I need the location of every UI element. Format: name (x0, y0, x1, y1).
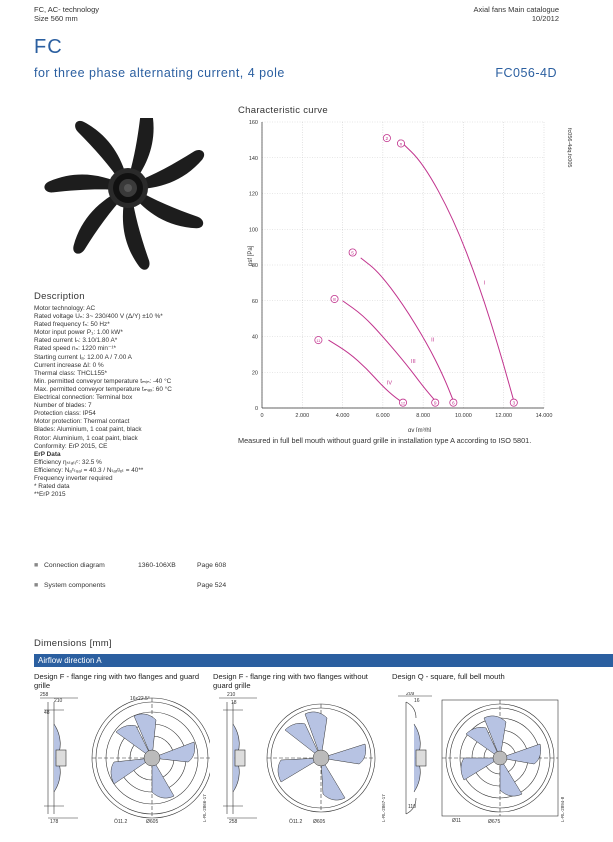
link-label: System components (44, 582, 106, 589)
description-line: Frequency inverter required (34, 474, 113, 482)
curve-marker-label: 11 (316, 338, 321, 343)
description-line: Motor input power P₁: 1.00 kW* (34, 329, 123, 337)
description-line: Rated voltage Uₙ: 3~ 230/400 V (Δ/Y) ±10 %* (34, 313, 163, 321)
arrow-icon: ■ (34, 582, 39, 589)
description-title: Description (34, 291, 85, 302)
dim-label: 210 (227, 692, 236, 698)
description-line: Thermal class: THCL155* (34, 369, 108, 377)
curve-marker-label: 3 (512, 401, 516, 407)
y-tick-label: 0 (254, 406, 258, 412)
dimensions-title: Dimensions [mm] (34, 638, 112, 649)
x-tick-label: 14.000 (535, 413, 553, 419)
description-line: Min. permitted conveyor temperature tₘᵢₙ: -40 °C (34, 377, 172, 385)
curve-marker-label: n (399, 142, 403, 148)
drawing-code: L-RL-2866-17 (202, 794, 207, 822)
link-code: 1360-106XB (138, 562, 176, 569)
description-line: Rotor: Aluminium, 1 coat paint, black (34, 434, 138, 442)
description-line: Conformity: ErP 2015, CE (34, 442, 108, 450)
dim-label: Ö11.2 (114, 819, 128, 825)
arrow-icon: ■ (34, 562, 39, 569)
description-line: Max. permitted conveyor temperature tₘₐₓ: 60 °C (34, 385, 172, 393)
dim-label: 178 (50, 819, 59, 825)
connection-diagram-link[interactable] (34, 562, 234, 569)
design-q-drawing (392, 692, 568, 827)
dim-label: Ø11 (452, 818, 462, 824)
description-list (34, 305, 172, 499)
dim-label: Ø605 (313, 819, 326, 825)
page-title: FC (34, 36, 63, 58)
description-line: Blades: Aluminium, 1 coat paint, black (34, 426, 142, 434)
dim-label: 210 (54, 698, 63, 704)
x-tick-label: 4.000 (335, 413, 350, 419)
y-tick-label: 80 (251, 263, 258, 269)
y-tick-label: 100 (248, 227, 258, 234)
y-tick-label: 120 (248, 191, 258, 198)
series-label-I: I (483, 280, 486, 287)
header-left (34, 5, 99, 23)
y-tick-label: 20 (251, 370, 258, 377)
dim-label: Ö11.2 (289, 819, 303, 825)
chart-xlabel: qv [m³/h] (408, 428, 432, 432)
y-tick-label: 40 (251, 334, 258, 341)
description-line: Rated current Iₙ: 3.10/1.80 A* (34, 337, 118, 345)
dim-label: Ø605 (146, 819, 159, 825)
dim-label: 209 (406, 692, 415, 697)
characteristic-curve-chart (236, 116, 576, 432)
description-line: Rated speed nₙ: 1220 min⁻¹* (34, 345, 116, 353)
header-tech: FC, AC- technology (34, 5, 100, 14)
page-subtitle: for three phase alternating current, 4 pole (34, 66, 285, 80)
header-right (474, 5, 559, 23)
drawing-code: L-RL-2867-17 (381, 794, 386, 822)
curve-marker-label: 6 (452, 401, 455, 407)
x-tick-label: 0 (260, 413, 264, 419)
chart-note: Measured in full bell mouth without guard grille in installation type A according to ISO 5801. (238, 436, 532, 445)
description-line: **ErP 2015 (34, 491, 66, 499)
description-line: Electrical connection: Terminal box (34, 394, 133, 402)
x-tick-label: 10.000 (455, 413, 472, 419)
description-line: Efficiency ηₛₜₐₜᵢᶜ: 32.5 % (34, 458, 102, 466)
x-tick-label: 6.000 (375, 413, 390, 419)
curve-marker-label: 12 (400, 401, 406, 406)
dim-label: Ø675 (488, 819, 501, 825)
curve-marker-label: 9 (433, 401, 437, 407)
y-tick-label: 160 (248, 120, 258, 126)
dim-label: 48 (44, 710, 50, 716)
description-line: Current increase ΔI: 0 % (34, 361, 104, 369)
series-label-II: II (431, 337, 435, 344)
description-line: Starting current Iₐ: 12.00 A / 7.00 A (34, 353, 132, 361)
x-tick-label: 12.000 (495, 413, 513, 419)
design-f-drawing (213, 692, 389, 827)
curve-marker-label: 5 (351, 251, 354, 257)
description-line: Number of blades: 7 (34, 402, 92, 410)
design-q-title: Design Q - square, full bell mouth (392, 672, 505, 681)
drawing-code: L-RL-2894-8 (560, 796, 565, 822)
description-line: Motor technology: AC (34, 305, 96, 312)
system-components-link[interactable] (34, 582, 234, 589)
dim-label: 18 (231, 700, 237, 706)
description-line: ErP Data (34, 450, 61, 458)
airflow-banner: Airflow direction A (34, 654, 613, 667)
dim-label: 258 (40, 692, 49, 698)
model-code: FC056-4D (495, 66, 557, 80)
dim-label: 16x22.5° (130, 696, 150, 702)
design-f-grille-drawing (34, 692, 210, 827)
description-line: Efficiency: Nₐᶜₜᵤₐₗ = 40.3 / Nₜₐᵣᵍₑₜ = 40** (34, 466, 144, 474)
chart-ylabel: psf [Pa] (248, 245, 254, 266)
series-line-I (399, 140, 514, 401)
chart-side-code: fc056-4dq.fc005 (566, 128, 572, 168)
link-page: Page 608 (197, 562, 227, 569)
link-label: Connection diagram (44, 562, 105, 569)
dim-label: 258 (229, 819, 238, 825)
description-line: Rated frequency fₙ: 50 Hz* (34, 321, 110, 329)
header-date: 10/2012 (531, 14, 559, 23)
x-tick-label: 2.000 (295, 413, 310, 419)
fan-product-image (36, 118, 216, 278)
dim-label: 110 (408, 804, 416, 810)
x-tick-label: 8.000 (416, 413, 431, 419)
series-line-II (361, 258, 454, 401)
y-tick-label: 60 (251, 298, 258, 305)
design-f-grille-title: Design F - flange ring with two flanges and guard grille (34, 672, 200, 690)
link-page: Page 524 (197, 582, 227, 589)
curve-marker-label: 8 (333, 297, 336, 303)
y-tick-label: 140 (248, 155, 258, 162)
design-f-title: Design F - flange ring with two flanges without guard grille (213, 672, 368, 690)
header-catalogue: Axial fans Main catalogue (473, 5, 559, 14)
curve-marker-label: 2 (385, 136, 389, 142)
header-size: Size 560 mm (34, 14, 78, 23)
description-line: * Rated data (34, 483, 70, 491)
description-line: Motor protection: Thermal contact (34, 418, 130, 426)
series-label-III: III (411, 359, 416, 366)
description-line: Protection class: IP54 (34, 410, 96, 418)
dim-label: 16 (414, 698, 420, 704)
chart-title: Characteristic curve (238, 105, 328, 116)
series-label-IV: IV (386, 380, 393, 387)
